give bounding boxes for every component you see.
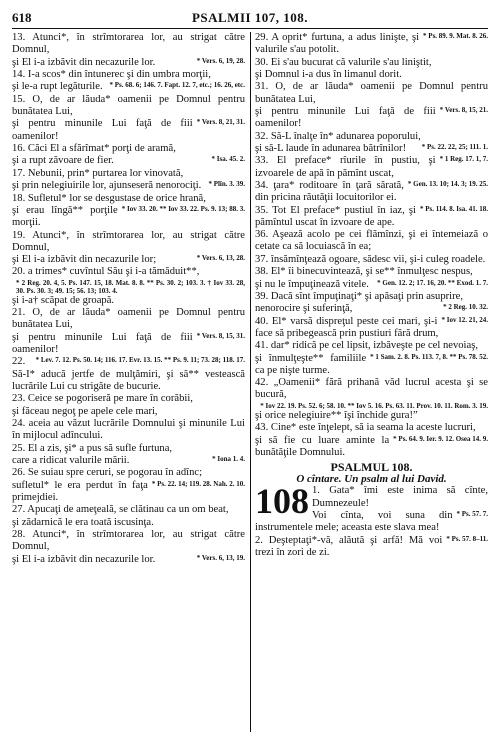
verse-text: 37. însămînţează ogoare, sădesc vii, şi-i culeg roadele.	[255, 253, 486, 265]
verse-line	[12, 32, 245, 56]
verse-line	[12, 418, 245, 442]
psalm-108-title: PSALMUL 108.	[330, 460, 413, 475]
verse-line	[255, 535, 488, 559]
verse-line	[255, 377, 488, 401]
verse-text: 16. Căci El a sfărîmat* porţi de aramă,	[12, 142, 176, 154]
verse-text: şi zădarnică le era toată iscusinţa.	[12, 516, 154, 528]
verse-line	[12, 279, 245, 307]
cross-reference: * Iov 33. 20. ** Iov 33. 22. Ps. 9. 13; 88. 3.	[121, 204, 245, 213]
verse-text: şi să fie cu luare aminte la bunătăţile Domnului.	[255, 434, 390, 458]
verse-text: 39. Dacă sînt împuţinaţi* şi apăsaţi prin asuprire,	[255, 290, 464, 302]
cross-reference: * 2 Reg. 20. 4, 5. Ps. 147. 15, 18. Mat. 8. 8. ** Ps. 30. 2; 103. 3. † Iov 33. 28, 30. Ps. 30. 3; 49. 15; 56. 13; 103. 4.	[16, 278, 245, 295]
verse-line	[12, 143, 245, 155]
verse-line	[12, 529, 245, 553]
cross-reference: * Vers. 8, 15, 31.	[196, 331, 245, 340]
verse-text: 25. El a zis, şi* a pus să sufle furtuna,	[12, 442, 173, 454]
cross-reference: * Gen. 12. 2; 17. 16, 20. ** Exod. 1. 7.	[377, 278, 488, 287]
verse-text: 20. a trimes* cuvîntul Său şi i-a tămăduit**,	[12, 266, 200, 278]
verse-line	[255, 57, 488, 69]
verse-text: 21. O, de ar lăuda* oamenii pe Domnul pentru bunătatea Lui,	[12, 307, 245, 331]
verse-line	[255, 435, 488, 459]
verse-text: 17. Nebunii, prin* purtarea lor vinovată,	[12, 167, 184, 179]
verse-text: 27. Apucaţi de ameţeală, se clătinau ca un om beat,	[12, 504, 229, 516]
verse-line	[12, 554, 245, 566]
verse-text: şi înmulţeşte** familiile ca pe nişte turme.	[255, 352, 367, 376]
cross-reference: * Iov 22. 19. Ps. 52. 6; 58. 10. ** Iov 5. 16. Ps. 63. 11. Prov. 10. 11. Rom. 3. 19.	[260, 401, 488, 410]
verse-line	[12, 467, 245, 479]
verse-line	[12, 193, 245, 205]
verse-line	[255, 155, 488, 179]
verse-text: 31. O, de ar lăuda* oamenii pe Domnul pentru bunătatea Lui,	[255, 81, 488, 105]
verse-text: şi pentru minunile Lui faţă de fiii oamenilor!	[12, 331, 193, 356]
verse-line	[12, 504, 245, 516]
verse-text: şi El i-a izbăvit din necazurile lor.	[12, 56, 156, 68]
verse-line	[255, 131, 488, 143]
verse-line	[255, 69, 488, 81]
verse-line	[12, 480, 245, 504]
cross-reference: * Ps. 64. 9. Ier. 9. 12. Osea 14. 9.	[393, 434, 488, 443]
verse-text: şi pentru minunile Lui faţă de fiii oamenilor!	[255, 105, 436, 130]
verse-text: şi nu le împuţinează vitele.	[255, 278, 369, 290]
verse-line	[255, 180, 488, 204]
cross-reference: * Ps. 22. 14; 119. 28. Nah. 2. 10.	[151, 479, 245, 488]
verse-text: 18. Sufletul* lor se desgustase de orice hrană,	[12, 192, 206, 204]
psalm-107-verses-right	[255, 32, 488, 459]
cross-reference: * Iov 12. 21, 24.	[441, 315, 488, 324]
verse-text: şi orice nelegiuire** îşi închide gura!”	[255, 409, 418, 421]
verse-line	[12, 81, 245, 93]
verse-text: şi i-a† scăpat de groapă.	[12, 294, 115, 306]
psalm-108-subtitle: O cîntare. Un psalm al lui David.	[296, 473, 447, 486]
verse-text: 23. Ceice se pogoriseră pe mare în corăbii,	[12, 393, 193, 405]
verse-line	[255, 229, 488, 253]
verse-line	[12, 230, 245, 254]
verse-text: nenorocire şi suferinţă,	[255, 303, 353, 315]
verse-text: 42. „Oamenii* fără prihană văd lucrul acesta şi se bucură,	[255, 377, 488, 401]
verse-line	[12, 517, 245, 529]
verse-line	[12, 332, 245, 356]
verse-line	[255, 402, 488, 422]
verse-line	[255, 254, 488, 266]
verse-text: 15. O, de ar lăuda* oamenii pe Domnul pentru bunătatea Lui,	[12, 93, 245, 117]
cross-reference: * Vers. 6, 19, 28.	[196, 56, 245, 65]
verse-text: şi El i-a izbăvit din necazurile lor.	[12, 553, 156, 565]
verse-line	[255, 353, 488, 377]
verse-line	[255, 143, 488, 155]
cross-reference: * 1 Sam. 2. 8. Ps. 113. 7, 8. ** Ps. 78. 52.	[370, 352, 488, 361]
page-header	[12, 10, 488, 29]
verse-line	[12, 118, 245, 142]
verse-text: 36. Aşează acolo pe cei flămînzi, şi ei întemeiază o cetate ca să locuiască în ea;	[255, 229, 488, 253]
verse-line	[12, 393, 245, 405]
verse-line	[255, 81, 488, 105]
verse-line	[255, 422, 488, 434]
cross-reference: * Ps. 68. 6; 146. 7. Fapt. 12. 7, etc.; 16. 26, etc.	[109, 81, 245, 90]
verse-line	[12, 406, 245, 418]
verse-text: şi prin nelegiuirile lor, ajunseseră nenorociţi.	[12, 180, 202, 192]
text-columns	[12, 32, 488, 736]
verse-line	[12, 168, 245, 180]
verse-line	[255, 266, 488, 278]
verse-line	[255, 303, 488, 315]
verse-text: 14. I-a scos* din întunerec şi din umbra morţii,	[12, 68, 211, 80]
right-column	[255, 32, 488, 559]
verse-text: sufletul* le era perdut în faţa primejdiei.	[12, 479, 148, 503]
verse-text: 38. El* îi binecuvintează, şi se** înmulţesc nespus,	[255, 266, 473, 278]
cross-reference: * Ps. 57. 7.	[456, 510, 488, 519]
verse-text: 19. Atunci*, în strîmtorarea lor, au strigat către Domnul,	[12, 229, 245, 253]
verse-text: 2. Deşteptaţi*-vă, alăută şi arfă! Mă voi trezi în zori de zi.	[255, 534, 443, 558]
verse-text: şi El i-a izbăvit din necazurile lor;	[12, 254, 157, 266]
verse-text: 33. El preface* rîurile în pustiu, şi izvoarele de apă în pămînt uscat,	[255, 155, 436, 179]
psalm-number-dropcap: 108	[255, 481, 309, 522]
verse-text: 32. Să-L înalţe în* adunarea poporului,	[255, 130, 421, 142]
verse-line	[12, 254, 245, 266]
cross-reference: * Ps. 57. 8–11.	[446, 534, 488, 543]
verse-text: şi să-L laude în adunarea bătrînilor!	[255, 142, 407, 154]
cross-reference: * Ps. 89. 9. Mat. 8. 26.	[423, 32, 488, 40]
verse-text: 26. Se suiau spre ceruri, se pogorau în adînc;	[12, 467, 203, 479]
cross-reference: * Lev. 7. 12. Ps. 50. 14; 116. 17. Evr. 13. 15. ** Ps. 9. 11; 73. 28; 118. 17.	[35, 356, 245, 365]
cross-reference: * Iona 1. 4.	[212, 455, 245, 464]
page-number: 618	[12, 10, 32, 25]
verse-text: 28. Atunci*, în strîmtorarea lor, au strigat către Domnul,	[12, 529, 245, 553]
verse-line	[12, 455, 245, 467]
verse-line	[12, 266, 245, 278]
verse-line	[12, 307, 245, 331]
verse-line	[255, 340, 488, 352]
verse-text: şi erau lîngă** porţile morţii.	[12, 204, 118, 229]
running-title: PSALMII 107, 108.	[191, 10, 309, 25]
cross-reference: * Ps. 22. 22, 25; 111. 1.	[421, 142, 488, 151]
cross-reference: * Vers. 8, 15, 21.	[439, 105, 488, 114]
verse-text: 40. El* varsă dispreţul peste cei mari, şi-i face să pribegească prin pustiuri fără drum,	[255, 315, 439, 339]
verse-text: 34. ţara* roditoare în ţară sărată, din pricina răutăţii locuitorilor ei.	[255, 179, 404, 204]
cross-reference: * Vers. 6, 13, 28.	[196, 254, 245, 263]
verse-text: care a ridicat valurile mării.	[12, 455, 130, 467]
verse-line	[12, 205, 245, 229]
cross-reference: * 1 Reg. 17. 1, 7.	[439, 155, 488, 164]
verse-text: 30. Ei s'au bucurat că valurile s'au liniştit,	[255, 56, 432, 68]
verse-line	[12, 443, 245, 455]
verse-line	[12, 356, 245, 393]
verse-text: 13. Atunci*, în strîmtorarea lor, au strigat către Domnul,	[12, 32, 245, 56]
verse-text: 29. A oprit* furtuna, a adus linişte, şi valurile s'au potolit.	[255, 32, 420, 56]
verse-line	[255, 291, 488, 303]
verse-text: şi pentru minunile Lui faţă de fiii oamenilor!	[12, 118, 193, 142]
verse-line	[255, 316, 488, 340]
cross-reference: * Vers. 6, 13, 19.	[196, 553, 245, 562]
cross-reference: * Plîn. 3. 39.	[208, 180, 245, 189]
verse-text: şi făceau negoţ pe apele cele mari,	[12, 405, 158, 417]
cross-reference: * Gen. 13. 10; 14. 3; 19. 25.	[407, 179, 488, 188]
column-divider	[250, 32, 251, 732]
verse-text: 43. Cine* este înţelept, să ia seama la aceste lucruri,	[255, 422, 476, 434]
left-column	[12, 32, 245, 566]
verse-text: 1. Gata* îmi este inima să cînte, Dumnezeule!	[312, 485, 488, 509]
verse-text: şi a rupt zăvoare de fier.	[12, 155, 114, 167]
verse-text: şi Domnul i-a dus în limanul dorit.	[255, 68, 402, 80]
cross-reference: * Ps. 114. 8. Isa. 41. 18.	[419, 204, 488, 213]
cross-reference: * 2 Reg. 10. 32.	[443, 303, 488, 312]
verse-line	[12, 180, 245, 192]
cross-reference: * Isa. 45. 2.	[211, 155, 245, 164]
verse-text: 22. Să-I* aducă jertfe de mulţămiri, şi să** vestească lucrările Lui cu strigăte de bucurie.	[12, 356, 245, 392]
verse-line	[255, 205, 488, 229]
verse-text: Voi cînta, voi suna din instrumentele mele; aceasta este slava mea!	[255, 510, 453, 534]
verse-text: 41. dar* ridică pe cel lipsit, izbăveşte pe cel nevoiaş,	[255, 340, 478, 352]
verse-line	[255, 106, 488, 130]
verse-line	[12, 155, 245, 167]
verse-text: 35. Tot El preface* pustiul în iaz, şi pămîntul uscat în izvoare de ape.	[255, 204, 416, 228]
verse-line	[12, 69, 245, 81]
verse-line	[255, 279, 488, 291]
verse-line	[12, 57, 245, 69]
verse-text: 24. aceia au văzut lucrările Domnului şi minunile Lui în mijlocul adîncului.	[12, 418, 245, 442]
verse-line	[12, 94, 245, 118]
psalm-108-body	[255, 481, 488, 559]
verse-text: şi le-a rupt legăturile.	[12, 81, 103, 93]
verse-line	[255, 32, 488, 56]
cross-reference: * Vers. 8, 21, 31.	[196, 118, 245, 127]
